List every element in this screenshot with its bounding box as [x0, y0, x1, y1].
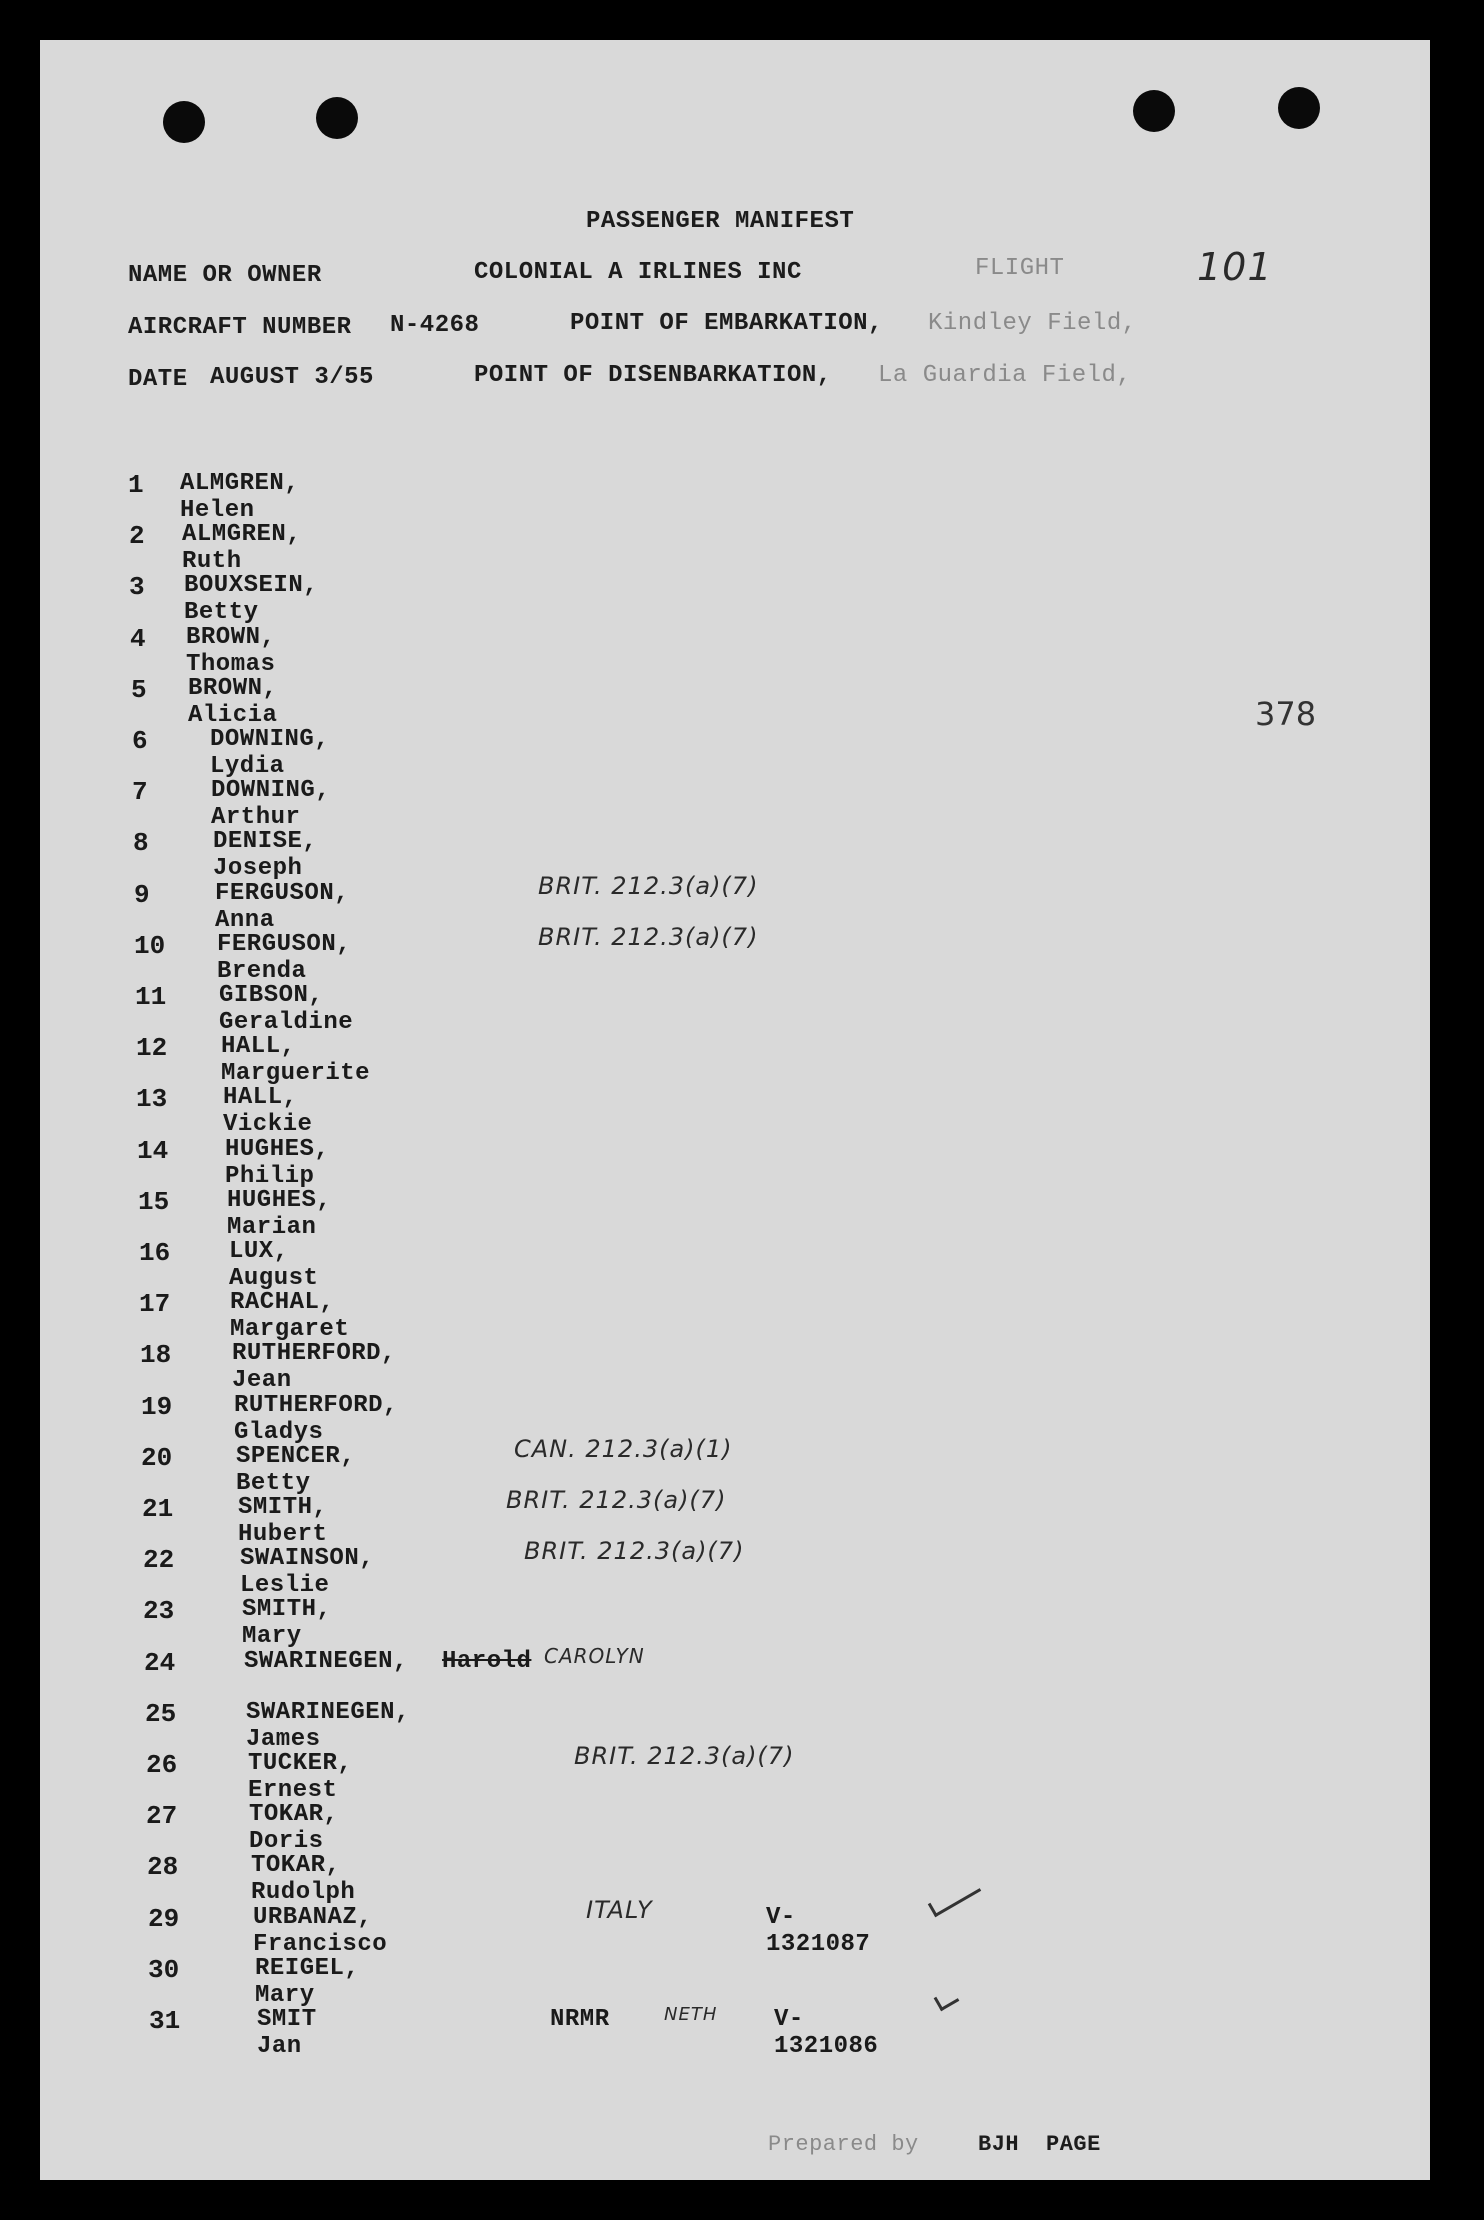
flight-number: 101 [1197, 245, 1273, 289]
passenger-number: 16 [139, 1238, 171, 1268]
date-label: DATE [128, 366, 188, 393]
passenger-number: 27 [146, 1801, 178, 1831]
passenger-name: TUCKER, Ernest [248, 1750, 353, 1804]
passenger-name: GIBSON, Geraldine [219, 982, 354, 1036]
embark-value: Kindley Field, [928, 310, 1137, 337]
passenger-number: 31 [149, 2006, 181, 2036]
name-label: NAME OR OWNER [128, 262, 322, 289]
punch-hole-2 [316, 97, 358, 139]
prepared-label: Prepared by [768, 2132, 919, 2157]
checkmark [934, 1988, 960, 2011]
passenger-name: DOWNING, Lydia [210, 726, 330, 780]
passenger-number: 7 [132, 777, 148, 807]
handwritten-annotation: BRIT. 212.3(a)(7) [574, 1742, 795, 1770]
passenger-name: SMIT Jan [257, 2006, 317, 2060]
handwritten-annotation: BRIT. 212.3(a)(7) [538, 923, 759, 951]
passenger-number: 29 [148, 1904, 180, 1934]
passenger-name: HALL, Marguerite [221, 1033, 371, 1087]
passenger-name: RUTHERFORD, Gladys [234, 1392, 398, 1446]
passenger-name: TOKAR, Doris [249, 1801, 339, 1855]
prepared-by: BJH [978, 2132, 1020, 2157]
visa-number: V-1321087 [766, 1904, 871, 1958]
handwritten-annotation: BRIT. 212.3(a)(7) [506, 1486, 727, 1514]
passenger-name: LUX, August [229, 1238, 319, 1292]
passenger-number: 26 [146, 1750, 178, 1780]
passenger-name: HUGHES, Marian [227, 1187, 332, 1241]
passenger-number: 9 [134, 880, 150, 910]
handwritten-annotation: ITALY [586, 1896, 653, 1924]
passenger-number: 23 [143, 1596, 175, 1626]
passenger-number: 24 [144, 1648, 176, 1678]
handwritten-annotation: CAN. 212.3(a)(1) [514, 1435, 733, 1463]
handwritten-annotation: NETH [664, 2004, 718, 2025]
passenger-number: 30 [148, 1955, 180, 1985]
passenger-number: 15 [138, 1187, 170, 1217]
passenger-number: 10 [134, 931, 166, 961]
checkmark [928, 1878, 981, 1917]
aircraft-value: N-4268 [390, 312, 480, 339]
passenger-number: 2 [129, 521, 145, 551]
passenger-number: 8 [133, 828, 149, 858]
punch-hole-1 [163, 101, 205, 143]
passenger-name: FERGUSON, Brenda [217, 931, 352, 985]
punch-hole-4 [1278, 87, 1320, 129]
passenger-number: 18 [140, 1340, 172, 1370]
passenger-number: 25 [145, 1699, 177, 1729]
passenger-name: SPENCER, Betty [236, 1443, 356, 1497]
page-label: PAGE [1046, 2132, 1101, 2157]
passenger-name: ALMGREN, Helen [180, 470, 300, 524]
passenger-name: DENISE, Joseph [213, 828, 318, 882]
passenger-name: DOWNING, Arthur [211, 777, 331, 831]
disembark-value: La Guardia Field, [878, 362, 1132, 389]
passenger-name: SWARINEGEN, James [246, 1699, 410, 1753]
passenger-number: 22 [143, 1545, 175, 1575]
passenger-number: 19 [141, 1392, 173, 1422]
aircraft-label: AIRCRAFT NUMBER [128, 314, 352, 341]
punch-hole-3 [1133, 90, 1175, 132]
passenger-name: TOKAR, Rudolph [251, 1852, 356, 1906]
passenger-number: 11 [135, 982, 167, 1012]
disembark-label: POINT OF DISENBARKATION, [474, 362, 832, 389]
passenger-number: 4 [130, 624, 146, 654]
struck-name: Harold [442, 1648, 532, 1675]
passenger-name: RUTHERFORD, Jean [232, 1340, 396, 1394]
nationality-code: NRMR [550, 2006, 610, 2033]
manifest-title: PASSENGER MANIFEST [586, 208, 855, 235]
passenger-number: 17 [139, 1289, 171, 1319]
date-value: AUGUST 3/55 [210, 364, 374, 391]
handwritten-annotation: BRIT. 212.3(a)(7) [524, 1537, 745, 1565]
passenger-number: 6 [132, 726, 148, 756]
handwritten-annotation: BRIT. 212.3(a)(7) [538, 872, 759, 900]
page-stamp-number: 378 [1255, 695, 1317, 733]
passenger-number: 20 [141, 1443, 173, 1473]
passenger-name: URBANAZ, Francisco [253, 1904, 388, 1958]
passenger-name: REIGEL, Mary [255, 1955, 360, 2009]
passenger-number: 13 [136, 1084, 168, 1114]
handwritten-correction: CAROLYN [544, 1644, 645, 1668]
passenger-number: 28 [147, 1852, 179, 1882]
passenger-number: 21 [142, 1494, 174, 1524]
passenger-name: HALL, Vickie [223, 1084, 313, 1138]
passenger-name: HUGHES, Philip [225, 1136, 330, 1190]
passenger-name: SMITH, Mary [242, 1596, 332, 1650]
passenger-name: BOUXSEIN, Betty [184, 572, 319, 626]
passenger-number: 5 [131, 675, 147, 705]
passenger-number: 3 [129, 572, 145, 602]
passenger-name: FERGUSON, Anna [215, 880, 350, 934]
passenger-name: ALMGREN, Ruth [182, 521, 302, 575]
passenger-name: SWAINSON, Leslie [240, 1545, 375, 1599]
passenger-number: 1 [128, 470, 144, 500]
flight-label: FLIGHT [975, 255, 1065, 282]
passenger-name: BROWN, Alicia [188, 675, 278, 729]
passenger-number: 14 [137, 1136, 169, 1166]
passenger-name: BROWN, Thomas [186, 624, 276, 678]
name-value: COLONIAL A IRLINES INC [474, 259, 802, 286]
manifest-sheet [40, 40, 1430, 2180]
passenger-name: SWARINEGEN, [244, 1648, 408, 1675]
embark-label: POINT OF EMBARKATION, [570, 310, 883, 337]
visa-number: V-1321086 [774, 2006, 879, 2060]
passenger-name: RACHAL, Margaret [230, 1289, 350, 1343]
passenger-number: 12 [136, 1033, 168, 1063]
passenger-name: SMITH, Hubert [238, 1494, 328, 1548]
